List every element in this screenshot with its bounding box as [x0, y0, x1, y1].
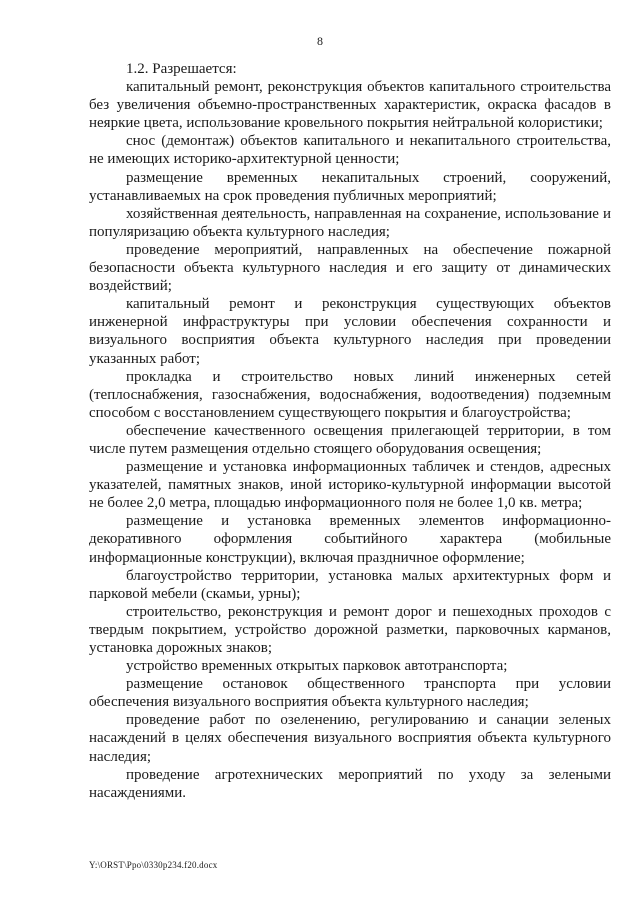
- list-item: строительство, реконструкция и ремонт дорог и пешеходных проходов с твердым покрытием, устройство дорожной разметки, парковочных карманов, установка дорожных знаков;: [89, 603, 611, 656]
- list-item: хозяйственная деятельность, направленная на сохранение, использование и популяризацию объекта культурного наследия;: [89, 205, 611, 240]
- list-item: размещение и установка информационных табличек и стендов, адресных указателей, памятных знаков, иной историко-культурной информации высотой не более 2,0 метра, площадью информационного поля не более 1,0 кв. метра;: [89, 459, 611, 512]
- list-item: проведение мероприятий, направленных на обеспечение пожарной безопасности объекта культурного наследия и его защиту от динамических воздействий;: [89, 241, 611, 295]
- document-body: [89, 60, 611, 802]
- list-item: капитальный ремонт, реконструкция объектов капитального строительства без увеличения объемно-пространственных характеристик, окраска фасадов в неяркие цвета, использование кровельного покрытия нейтральной колористики;: [89, 79, 611, 132]
- footer-file-path: Y:\ORST\Ppo\0330p234.f20.docx: [89, 860, 218, 870]
- list-item: капитальный ремонт и реконструкция существующих объектов инженерной инфраструктуры при условии обеспечения сохранности и визуального восприятия объекта культурного наследия при проведении указанных работ;: [89, 296, 611, 367]
- list-item: размещение временных некапитальных строений, сооружений, устанавливаемых на срок проведения публичных мероприятий;: [89, 169, 611, 204]
- list-item: устройство временных открытых парковок автотранспорта;: [126, 658, 508, 675]
- page-number: 8: [317, 34, 323, 48]
- list-item: проведение работ по озеленению, регулированию и санации зеленых насаждений в целях обеспечения визуального восприятия объекта культурного наследия;: [89, 712, 611, 765]
- section-heading: 1.2. Разрешается:: [126, 61, 237, 77]
- list-item: обеспечение качественного освещения прилегающей территории, в том числе путем размещения отдельно стоящего оборудования освещения;: [89, 422, 611, 457]
- list-item: размещение остановок общественного транспорта при условии обеспечения визуального восприятия объекта культурного наследия;: [89, 676, 611, 711]
- list-item: благоустройство территории, установка малых архитектурных форм и парковой мебели (скамьи, урны);: [89, 567, 611, 602]
- list-item: размещение и установка временных элементов информационно-декоративного оформления событийного характера (мобильные информационные конструкции), включая праздничное оформление;: [89, 513, 611, 566]
- list-item: проведение агротехнических мероприятий по уходу за зелеными насаждениями.: [89, 766, 611, 801]
- list-item: прокладка и строительство новых линий инженерных сетей (теплоснабжения, газоснабжения, водоснабжения, водоотведения) подземным способом с восстановлением существующего покрытия и благоустройства;: [89, 368, 611, 421]
- list-item: снос (демонтаж) объектов капитального и некапитального строительства, не имеющих историко-архитектурной ценности;: [89, 133, 611, 168]
